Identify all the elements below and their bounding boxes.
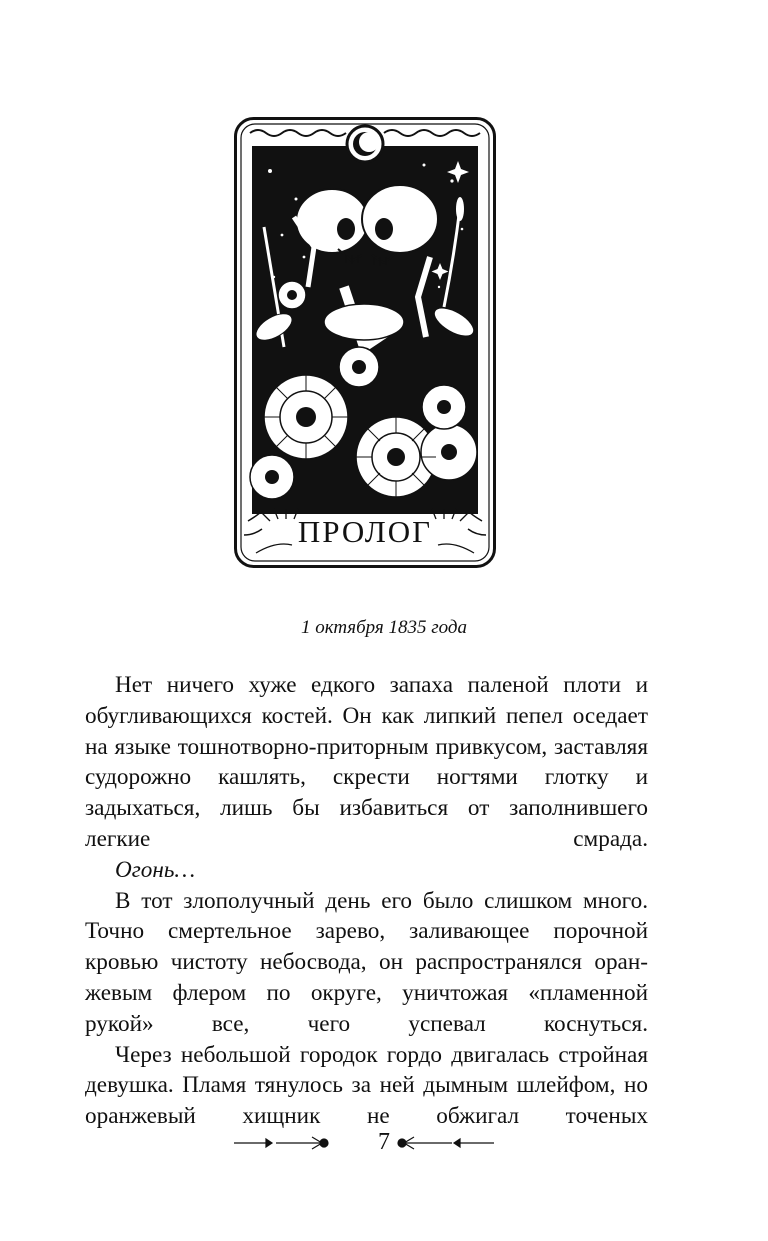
italic-text: Огонь…	[115, 856, 196, 883]
body-text	[85, 670, 648, 1132]
paragraph: Нет ничего хуже едкого запаха паленой плоти и обугливающихся костей. Он как липкий пепел оседает на языке тошнотворно-приторным привкусом, заставляя судорожно кашлять, скрести ногтями глотку и задыхаться, лишь бы избавиться от заполнившего легкие смрада.	[85, 672, 648, 852]
paragraph	[85, 855, 648, 886]
page-number: 7	[378, 1129, 390, 1155]
tarot-card-illustration	[234, 117, 496, 568]
paragraph: В тот злополучный день его было слишком много. Точно смертельное зарево, заливающее порочной кровью чистоту небосвода, он распространялся оранжевым флером по округе, уничтожая «пламенной рукой» все, чего успевал коснуться.	[85, 887, 648, 1037]
chapter-title: ПРОЛОГ	[297, 514, 433, 549]
chapter-date: 1 октября 1835 года	[300, 617, 468, 638]
paragraph: Через небольшой городок гордо двигалась стройная девушка. Пламя тянулось за ней дымным шлейфом, но оранжевый хищник не обжигал точеных	[85, 1041, 648, 1130]
